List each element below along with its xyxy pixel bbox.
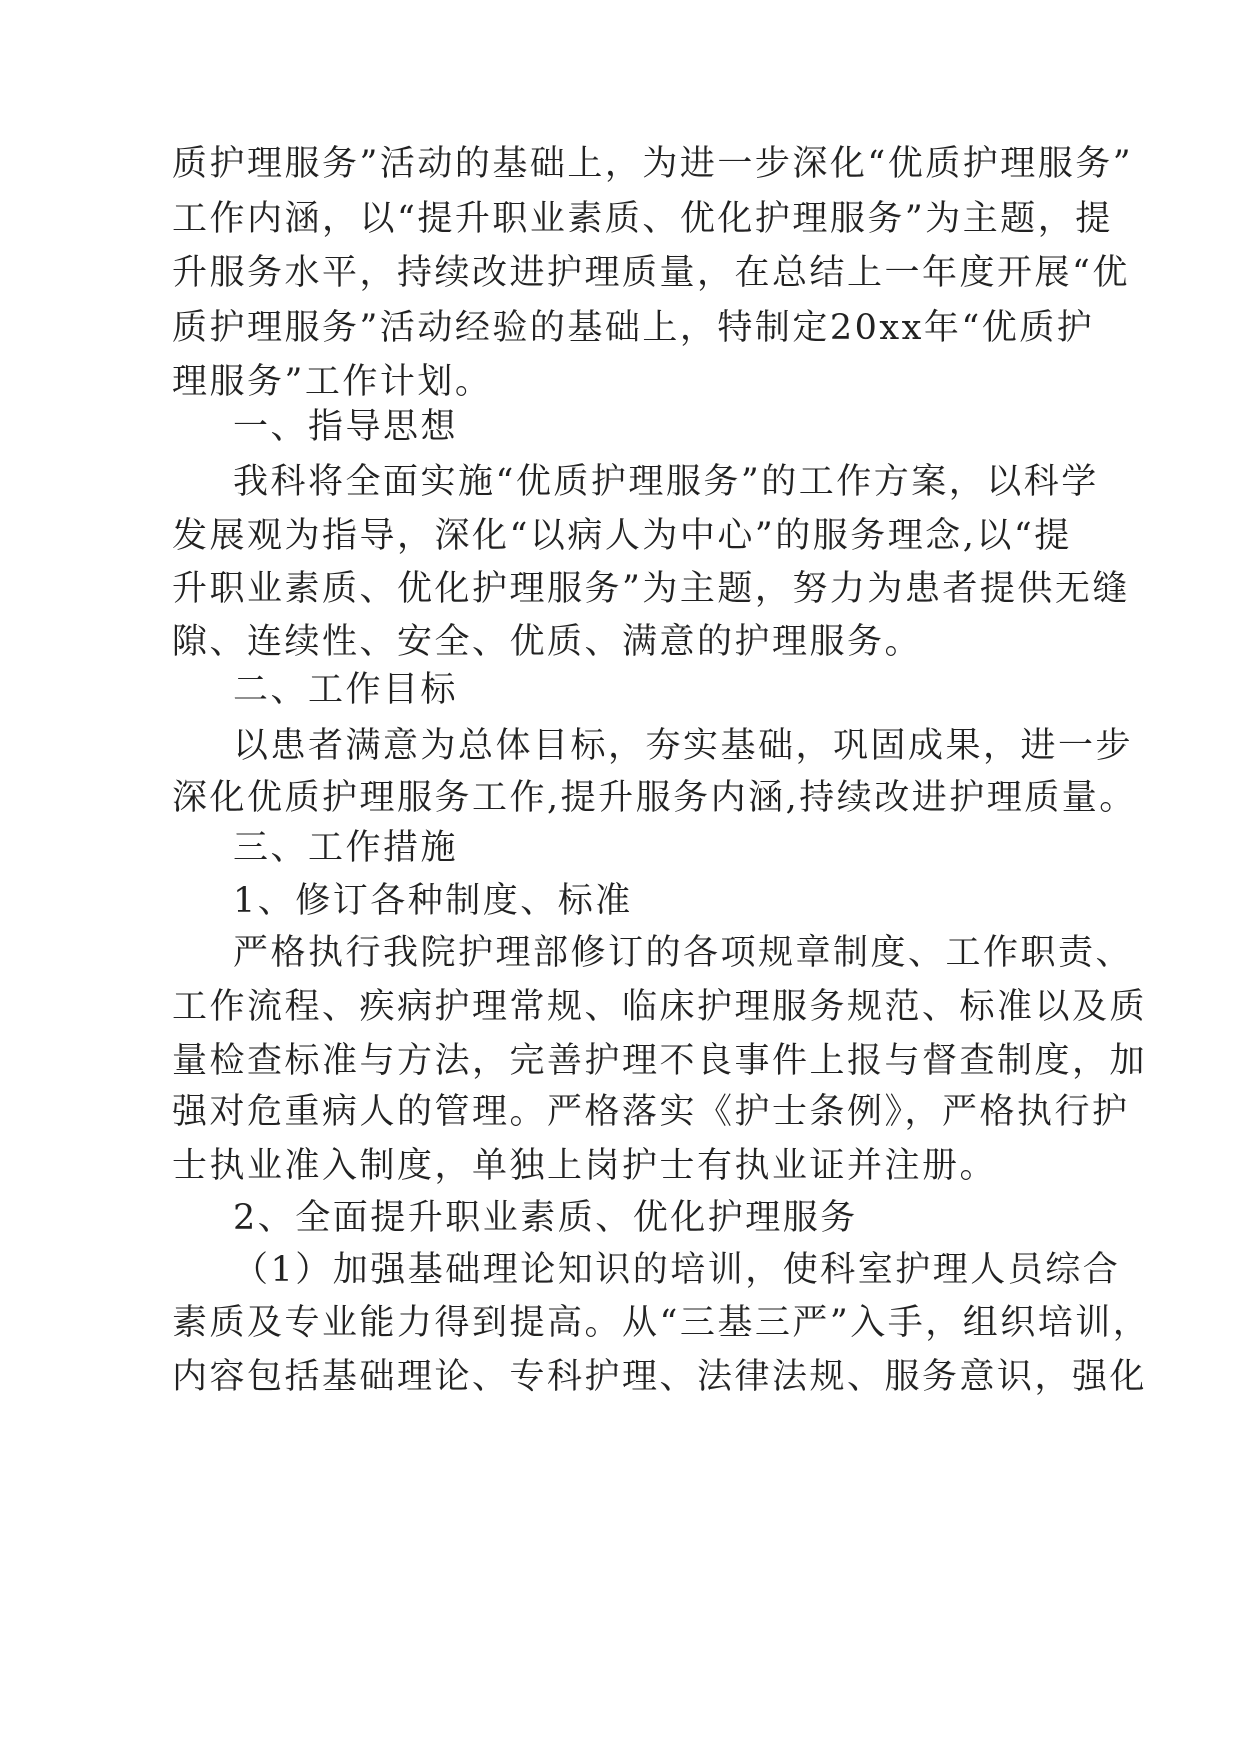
text-line: 工作内涵，以“提升职业素质、优化护理服务”为主题，提 [172,199,1113,239]
text-line: 理服务”工作计划。 [172,362,493,402]
text-line: 深化优质护理服务工作,提升服务内涵,持续改进护理质量。 [172,778,1137,818]
text-line: 发展观为指导，深化“以病人为中心”的服务理念,以“提 [172,516,1072,556]
section-heading: 三、工作措施 [233,828,459,868]
text-line: 强对危重病人的管理。严格落实《护士条例》，严格执行护 [172,1092,1130,1132]
text-line: 量检查标准与方法，完善护理不良事件上报与督查制度，加 [172,1041,1148,1081]
subsection-heading: 1、修订各种制度、标准 [233,881,633,921]
text-line: 内容包括基础理论、专科护理、法律法规、服务意识，强化 [172,1357,1148,1397]
text-line: 质护理服务”活动的基础上，为进一步深化“优质护理服务” [172,144,1134,184]
text-line: 隙、连续性、安全、优质、满意的护理服务。 [172,622,923,662]
section-heading: 一、指导思想 [233,407,459,447]
text-line: 升职业素质、优化护理服务”为主题，努力为患者提供无缝 [172,569,1130,609]
text-line: 以患者满意为总体目标，夯实基础，巩固成果，进一步 [233,726,1134,766]
subsection-heading: 2、全面提升职业素质、优化护理服务 [233,1198,858,1238]
text-line: 质护理服务”活动经验的基础上，特制定20xx年“优质护 [172,308,1095,348]
text-line: 士执业准入制度，单独上岗护士有执业证并注册。 [172,1146,998,1186]
text-line: 升服务水平，持续改进护理质量，在总结上一年度开展“优 [172,253,1130,293]
text-line: 严格执行我院护理部修订的各项规章制度、工作职责、 [233,933,1134,973]
text-line: 工作流程、疾病护理常规、临床护理服务规范、标准以及质 [172,987,1148,1027]
text-line: （1）加强基础理论知识的培训，使科室护理人员综合 [233,1250,1121,1290]
section-heading: 二、工作目标 [233,670,459,710]
text-line: 素质及专业能力得到提高。从“三基三严”入手，组织培训， [172,1303,1151,1343]
text-line: 我科将全面实施“优质护理服务”的工作方案，以科学 [233,462,1099,502]
